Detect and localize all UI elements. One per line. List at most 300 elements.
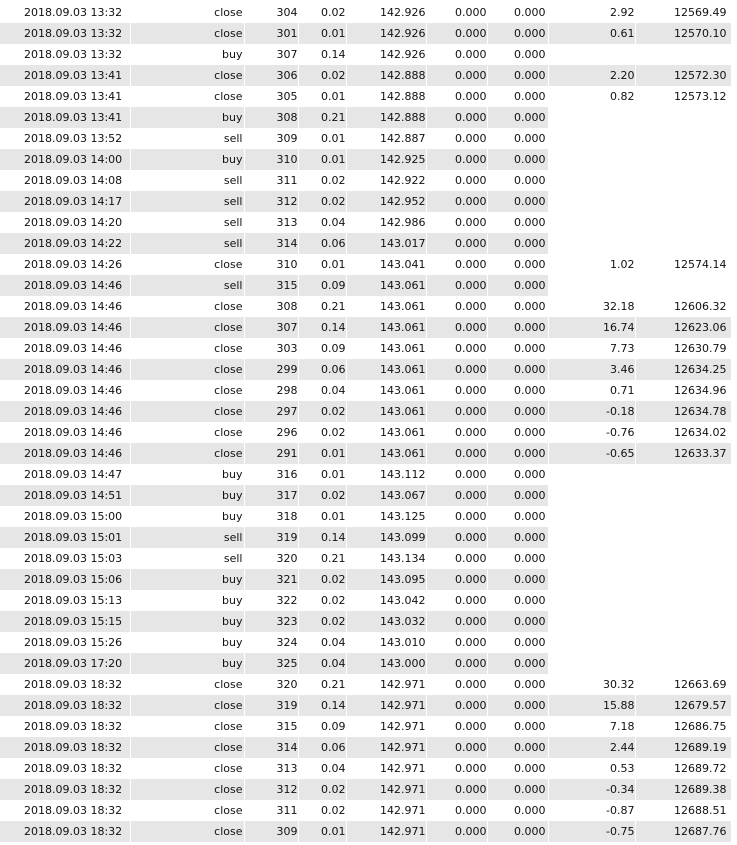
time-cell: 2018.09.03 15:00: [0, 506, 130, 527]
profit-cell: [548, 191, 635, 212]
order-cell: 313: [244, 758, 298, 779]
order-cell: 312: [244, 191, 298, 212]
table-row[interactable]: [0, 443, 731, 464]
table-row[interactable]: [0, 359, 731, 380]
profit-cell: [548, 170, 635, 191]
price-cell: 142.926: [346, 2, 426, 23]
size-cell: 0.02: [298, 800, 346, 821]
size-cell: 0.02: [298, 569, 346, 590]
balance-cell: 12688.51: [635, 800, 731, 821]
size-cell: 0.02: [298, 611, 346, 632]
type-cell: buy: [130, 632, 244, 653]
size-cell: 0.01: [298, 149, 346, 170]
profit-cell: 3.46: [548, 359, 635, 380]
order-cell: 325: [244, 653, 298, 674]
profit-cell: 32.18: [548, 296, 635, 317]
order-cell: 298: [244, 380, 298, 401]
time-cell: 2018.09.03 14:47: [0, 464, 130, 485]
price-cell: 143.000: [346, 653, 426, 674]
time-cell: 2018.09.03 15:26: [0, 632, 130, 653]
stop-loss-cell: 0.000: [426, 2, 487, 23]
balance-cell: 12634.78: [635, 401, 731, 422]
time-cell: 2018.09.03 14:51: [0, 485, 130, 506]
stop-loss-cell: 0.000: [426, 44, 487, 65]
type-cell: close: [130, 338, 244, 359]
order-cell: 311: [244, 800, 298, 821]
profit-cell: [548, 275, 635, 296]
type-cell: sell: [130, 191, 244, 212]
order-cell: 306: [244, 65, 298, 86]
size-cell: 0.01: [298, 128, 346, 149]
price-cell: 142.888: [346, 86, 426, 107]
type-cell: close: [130, 674, 244, 695]
balance-cell: 12570.10: [635, 23, 731, 44]
size-cell: 0.01: [298, 464, 346, 485]
profit-cell: [548, 464, 635, 485]
price-cell: 142.926: [346, 44, 426, 65]
type-cell: buy: [130, 653, 244, 674]
order-cell: 307: [244, 44, 298, 65]
take-profit-cell: 0.000: [487, 170, 548, 191]
table-row[interactable]: [0, 149, 731, 170]
profit-cell: 16.74: [548, 317, 635, 338]
time-cell: 2018.09.03 15:06: [0, 569, 130, 590]
time-cell: 2018.09.03 14:46: [0, 422, 130, 443]
table-row[interactable]: [0, 44, 731, 65]
take-profit-cell: 0.000: [487, 590, 548, 611]
size-cell: 0.06: [298, 737, 346, 758]
price-cell: 143.032: [346, 611, 426, 632]
table-row[interactable]: [0, 191, 731, 212]
price-cell: 142.888: [346, 65, 426, 86]
time-cell: 2018.09.03 15:13: [0, 590, 130, 611]
take-profit-cell: 0.000: [487, 338, 548, 359]
order-cell: 309: [244, 821, 298, 842]
price-cell: 143.042: [346, 590, 426, 611]
stop-loss-cell: 0.000: [426, 107, 487, 128]
time-cell: 2018.09.03 18:32: [0, 779, 130, 800]
stop-loss-cell: 0.000: [426, 548, 487, 569]
take-profit-cell: 0.000: [487, 758, 548, 779]
size-cell: 0.09: [298, 338, 346, 359]
balance-cell: 12687.76: [635, 821, 731, 842]
stop-loss-cell: 0.000: [426, 422, 487, 443]
size-cell: 0.01: [298, 86, 346, 107]
order-cell: 314: [244, 233, 298, 254]
take-profit-cell: 0.000: [487, 737, 548, 758]
stop-loss-cell: 0.000: [426, 380, 487, 401]
table-row[interactable]: [0, 275, 731, 296]
stop-loss-cell: 0.000: [426, 674, 487, 695]
take-profit-cell: 0.000: [487, 254, 548, 275]
size-cell: 0.02: [298, 401, 346, 422]
price-cell: 142.986: [346, 212, 426, 233]
order-cell: 323: [244, 611, 298, 632]
stop-loss-cell: 0.000: [426, 317, 487, 338]
time-cell: 2018.09.03 13:32: [0, 44, 130, 65]
table-row[interactable]: [0, 380, 731, 401]
price-cell: 143.061: [346, 275, 426, 296]
table-row[interactable]: [0, 233, 731, 254]
table-row[interactable]: [0, 632, 731, 653]
profit-cell: 15.88: [548, 695, 635, 716]
time-cell: 2018.09.03 15:01: [0, 527, 130, 548]
type-cell: buy: [130, 590, 244, 611]
stop-loss-cell: 0.000: [426, 485, 487, 506]
table-row[interactable]: [0, 779, 731, 800]
price-cell: 142.971: [346, 758, 426, 779]
balance-cell: 12574.14: [635, 254, 731, 275]
size-cell: 0.14: [298, 317, 346, 338]
take-profit-cell: 0.000: [487, 632, 548, 653]
take-profit-cell: 0.000: [487, 275, 548, 296]
table-row[interactable]: [0, 401, 731, 422]
take-profit-cell: 0.000: [487, 800, 548, 821]
time-cell: 2018.09.03 14:22: [0, 233, 130, 254]
balance-cell: 12606.32: [635, 296, 731, 317]
stop-loss-cell: 0.000: [426, 359, 487, 380]
profit-cell: [548, 44, 635, 65]
balance-cell: 12623.06: [635, 317, 731, 338]
size-cell: 0.02: [298, 485, 346, 506]
time-cell: 2018.09.03 13:41: [0, 86, 130, 107]
profit-cell: [548, 212, 635, 233]
take-profit-cell: 0.000: [487, 128, 548, 149]
price-cell: 142.922: [346, 170, 426, 191]
table-row[interactable]: [0, 800, 731, 821]
trade-history-table: [0, 2, 732, 842]
profit-cell: [548, 149, 635, 170]
price-cell: 143.061: [346, 359, 426, 380]
balance-cell: 12572.30: [635, 65, 731, 86]
size-cell: 0.04: [298, 758, 346, 779]
order-cell: 297: [244, 401, 298, 422]
take-profit-cell: 0.000: [487, 44, 548, 65]
profit-cell: [548, 632, 635, 653]
take-profit-cell: 0.000: [487, 422, 548, 443]
time-cell: 2018.09.03 18:32: [0, 800, 130, 821]
order-cell: 308: [244, 107, 298, 128]
balance-cell: [635, 632, 731, 653]
balance-cell: [635, 107, 731, 128]
take-profit-cell: 0.000: [487, 107, 548, 128]
order-cell: 303: [244, 338, 298, 359]
profit-cell: -0.76: [548, 422, 635, 443]
balance-cell: [635, 548, 731, 569]
type-cell: buy: [130, 149, 244, 170]
size-cell: 0.21: [298, 107, 346, 128]
table-row[interactable]: [0, 296, 731, 317]
profit-cell: [548, 569, 635, 590]
size-cell: 0.04: [298, 380, 346, 401]
table-row[interactable]: [0, 2, 731, 23]
order-cell: 309: [244, 128, 298, 149]
price-cell: 142.971: [346, 716, 426, 737]
balance-cell: [635, 464, 731, 485]
price-cell: 143.067: [346, 485, 426, 506]
table-row[interactable]: [0, 23, 731, 44]
price-cell: 143.061: [346, 380, 426, 401]
order-cell: 320: [244, 674, 298, 695]
price-cell: 143.134: [346, 548, 426, 569]
type-cell: close: [130, 422, 244, 443]
price-cell: 143.112: [346, 464, 426, 485]
balance-cell: [635, 149, 731, 170]
time-cell: 2018.09.03 15:15: [0, 611, 130, 632]
take-profit-cell: 0.000: [487, 716, 548, 737]
size-cell: 0.04: [298, 653, 346, 674]
table-row[interactable]: [0, 170, 731, 191]
table-row[interactable]: [0, 653, 731, 674]
profit-cell: [548, 590, 635, 611]
price-cell: 143.125: [346, 506, 426, 527]
price-cell: 142.971: [346, 800, 426, 821]
price-cell: 142.971: [346, 779, 426, 800]
type-cell: sell: [130, 275, 244, 296]
price-cell: 143.095: [346, 569, 426, 590]
type-cell: sell: [130, 170, 244, 191]
time-cell: 2018.09.03 14:46: [0, 380, 130, 401]
take-profit-cell: 0.000: [487, 86, 548, 107]
time-cell: 2018.09.03 14:46: [0, 443, 130, 464]
table-row[interactable]: [0, 716, 731, 737]
stop-loss-cell: 0.000: [426, 275, 487, 296]
type-cell: buy: [130, 611, 244, 632]
time-cell: 2018.09.03 18:32: [0, 695, 130, 716]
balance-cell: 12630.79: [635, 338, 731, 359]
take-profit-cell: 0.000: [487, 695, 548, 716]
profit-cell: [548, 527, 635, 548]
take-profit-cell: 0.000: [487, 191, 548, 212]
table-row[interactable]: [0, 65, 731, 86]
order-cell: 310: [244, 254, 298, 275]
stop-loss-cell: 0.000: [426, 632, 487, 653]
stop-loss-cell: 0.000: [426, 716, 487, 737]
order-cell: 291: [244, 443, 298, 464]
stop-loss-cell: 0.000: [426, 464, 487, 485]
profit-cell: -0.34: [548, 779, 635, 800]
size-cell: 0.02: [298, 2, 346, 23]
table-row[interactable]: [0, 590, 731, 611]
type-cell: sell: [130, 548, 244, 569]
size-cell: 0.02: [298, 590, 346, 611]
size-cell: 0.21: [298, 674, 346, 695]
type-cell: close: [130, 758, 244, 779]
price-cell: 143.017: [346, 233, 426, 254]
profit-cell: -0.65: [548, 443, 635, 464]
order-cell: 299: [244, 359, 298, 380]
price-cell: 143.041: [346, 254, 426, 275]
stop-loss-cell: 0.000: [426, 569, 487, 590]
order-cell: 311: [244, 170, 298, 191]
type-cell: close: [130, 2, 244, 23]
balance-cell: 12689.72: [635, 758, 731, 779]
profit-cell: 0.82: [548, 86, 635, 107]
price-cell: 142.925: [346, 149, 426, 170]
balance-cell: [635, 128, 731, 149]
time-cell: 2018.09.03 13:32: [0, 23, 130, 44]
table-row[interactable]: [0, 611, 731, 632]
size-cell: 0.01: [298, 506, 346, 527]
table-row[interactable]: [0, 695, 731, 716]
time-cell: 2018.09.03 14:20: [0, 212, 130, 233]
time-cell: 2018.09.03 13:52: [0, 128, 130, 149]
balance-cell: [635, 569, 731, 590]
size-cell: 0.02: [298, 170, 346, 191]
price-cell: 142.888: [346, 107, 426, 128]
size-cell: 0.01: [298, 254, 346, 275]
balance-cell: [635, 485, 731, 506]
price-cell: 143.061: [346, 401, 426, 422]
stop-loss-cell: 0.000: [426, 695, 487, 716]
stop-loss-cell: 0.000: [426, 527, 487, 548]
table-row[interactable]: [0, 737, 731, 758]
size-cell: 0.02: [298, 422, 346, 443]
size-cell: 0.01: [298, 821, 346, 842]
profit-cell: -0.18: [548, 401, 635, 422]
table-row[interactable]: [0, 317, 731, 338]
balance-cell: 12689.19: [635, 737, 731, 758]
profit-cell: -0.75: [548, 821, 635, 842]
type-cell: close: [130, 254, 244, 275]
order-cell: 315: [244, 275, 298, 296]
type-cell: close: [130, 317, 244, 338]
price-cell: 143.099: [346, 527, 426, 548]
profit-cell: 30.32: [548, 674, 635, 695]
order-cell: 301: [244, 23, 298, 44]
type-cell: buy: [130, 464, 244, 485]
profit-cell: 0.71: [548, 380, 635, 401]
take-profit-cell: 0.000: [487, 2, 548, 23]
size-cell: 0.14: [298, 44, 346, 65]
time-cell: 2018.09.03 18:32: [0, 716, 130, 737]
stop-loss-cell: 0.000: [426, 149, 487, 170]
profit-cell: [548, 128, 635, 149]
take-profit-cell: 0.000: [487, 443, 548, 464]
profit-cell: 2.44: [548, 737, 635, 758]
time-cell: 2018.09.03 17:20: [0, 653, 130, 674]
type-cell: close: [130, 716, 244, 737]
balance-cell: [635, 191, 731, 212]
take-profit-cell: 0.000: [487, 65, 548, 86]
time-cell: 2018.09.03 14:46: [0, 401, 130, 422]
stop-loss-cell: 0.000: [426, 86, 487, 107]
time-cell: 2018.09.03 14:46: [0, 359, 130, 380]
profit-cell: -0.87: [548, 800, 635, 821]
take-profit-cell: 0.000: [487, 779, 548, 800]
stop-loss-cell: 0.000: [426, 254, 487, 275]
balance-cell: 12663.69: [635, 674, 731, 695]
time-cell: 2018.09.03 14:46: [0, 338, 130, 359]
table-row[interactable]: [0, 569, 731, 590]
profit-cell: 7.18: [548, 716, 635, 737]
balance-cell: 12634.02: [635, 422, 731, 443]
type-cell: close: [130, 737, 244, 758]
table-row[interactable]: [0, 86, 731, 107]
price-cell: 142.971: [346, 821, 426, 842]
type-cell: close: [130, 821, 244, 842]
size-cell: 0.02: [298, 191, 346, 212]
take-profit-cell: 0.000: [487, 653, 548, 674]
table-row[interactable]: [0, 464, 731, 485]
order-cell: 308: [244, 296, 298, 317]
price-cell: 142.971: [346, 737, 426, 758]
take-profit-cell: 0.000: [487, 296, 548, 317]
profit-cell: [548, 506, 635, 527]
take-profit-cell: 0.000: [487, 611, 548, 632]
table-row[interactable]: [0, 674, 731, 695]
stop-loss-cell: 0.000: [426, 191, 487, 212]
balance-cell: [635, 590, 731, 611]
table-row[interactable]: [0, 821, 731, 842]
profit-cell: 0.53: [548, 758, 635, 779]
type-cell: close: [130, 800, 244, 821]
table-row[interactable]: [0, 338, 731, 359]
type-cell: sell: [130, 212, 244, 233]
type-cell: buy: [130, 44, 244, 65]
stop-loss-cell: 0.000: [426, 758, 487, 779]
take-profit-cell: 0.000: [487, 212, 548, 233]
table-row[interactable]: [0, 254, 731, 275]
price-cell: 142.952: [346, 191, 426, 212]
stop-loss-cell: 0.000: [426, 443, 487, 464]
balance-cell: 12689.38: [635, 779, 731, 800]
time-cell: 2018.09.03 14:46: [0, 317, 130, 338]
type-cell: buy: [130, 569, 244, 590]
table-row[interactable]: [0, 212, 731, 233]
table-row[interactable]: [0, 422, 731, 443]
take-profit-cell: 0.000: [487, 569, 548, 590]
price-cell: 143.061: [346, 422, 426, 443]
time-cell: 2018.09.03 14:26: [0, 254, 130, 275]
stop-loss-cell: 0.000: [426, 779, 487, 800]
price-cell: 143.061: [346, 443, 426, 464]
size-cell: 0.02: [298, 779, 346, 800]
stop-loss-cell: 0.000: [426, 737, 487, 758]
take-profit-cell: 0.000: [487, 674, 548, 695]
order-cell: 296: [244, 422, 298, 443]
order-cell: 307: [244, 317, 298, 338]
table-row[interactable]: [0, 758, 731, 779]
balance-cell: 12634.96: [635, 380, 731, 401]
type-cell: buy: [130, 107, 244, 128]
order-cell: 324: [244, 632, 298, 653]
size-cell: 0.09: [298, 716, 346, 737]
table-row[interactable]: [0, 485, 731, 506]
table-row[interactable]: [0, 128, 731, 149]
profit-cell: 1.02: [548, 254, 635, 275]
profit-cell: [548, 107, 635, 128]
order-cell: 318: [244, 506, 298, 527]
size-cell: 0.01: [298, 23, 346, 44]
table-row[interactable]: [0, 527, 731, 548]
take-profit-cell: 0.000: [487, 548, 548, 569]
order-cell: 310: [244, 149, 298, 170]
trade-history-body: [0, 2, 731, 842]
order-cell: 312: [244, 779, 298, 800]
take-profit-cell: 0.000: [487, 464, 548, 485]
stop-loss-cell: 0.000: [426, 170, 487, 191]
time-cell: 2018.09.03 18:32: [0, 821, 130, 842]
table-row[interactable]: [0, 506, 731, 527]
stop-loss-cell: 0.000: [426, 128, 487, 149]
stop-loss-cell: 0.000: [426, 611, 487, 632]
stop-loss-cell: 0.000: [426, 653, 487, 674]
price-cell: 143.010: [346, 632, 426, 653]
table-row[interactable]: [0, 548, 731, 569]
table-row[interactable]: [0, 107, 731, 128]
balance-cell: [635, 233, 731, 254]
